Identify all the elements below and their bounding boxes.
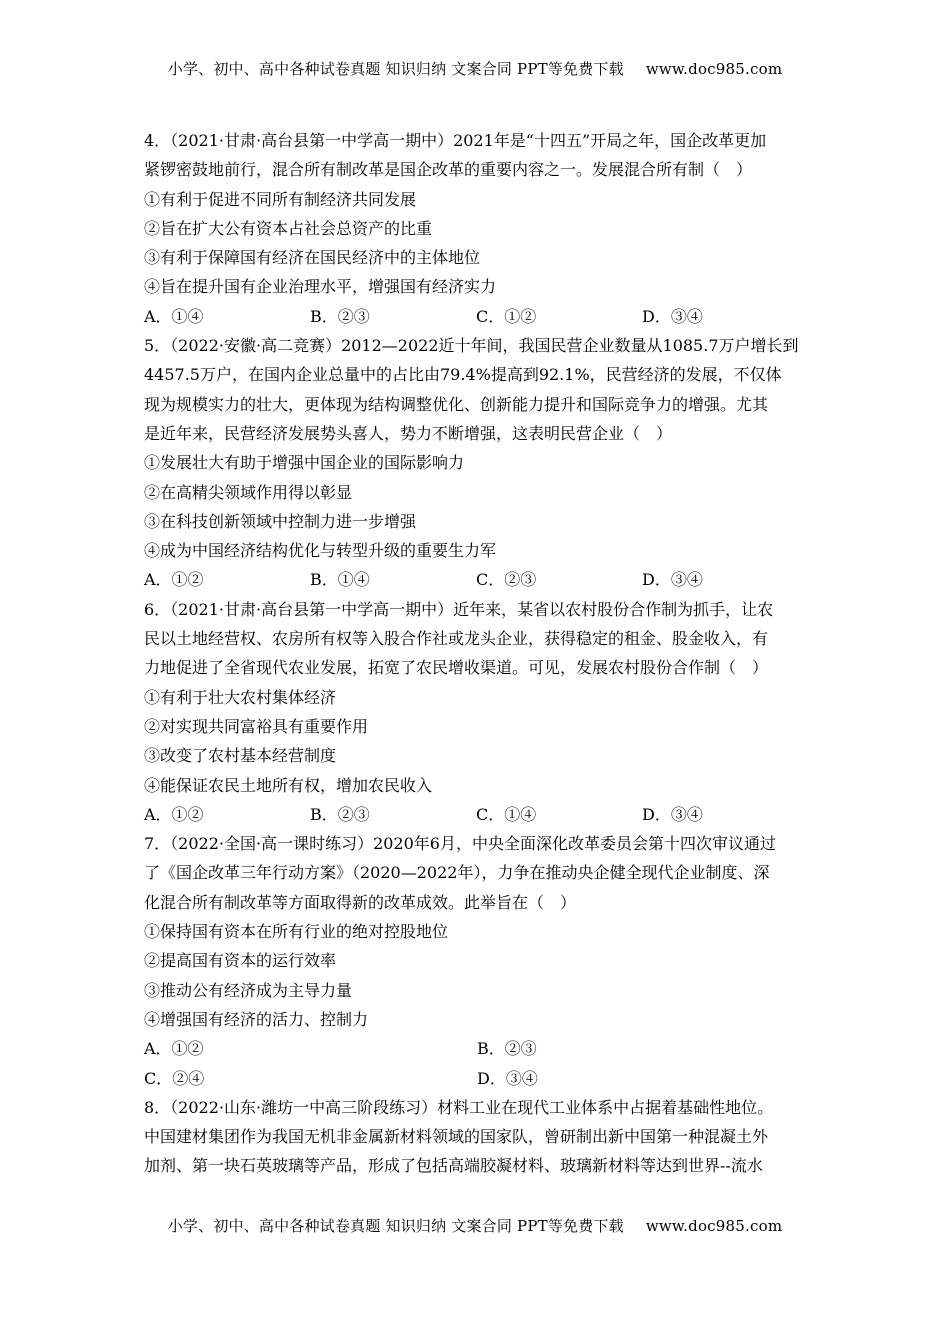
question-stem-line: 4．（2021·甘肃·高台县第一中学高一期中）2021年是“十四五”开局之年，国企改革更加 [144, 131, 767, 150]
question-stem-line: 紧锣密鼓地前行，混合所有制改革是国企改革的重要内容之一。发展混合所有制（ ） [144, 160, 753, 180]
statement-item: ②旨在扩大公有资本占社会总资产的比重 [144, 218, 433, 238]
statement-item: ④增强国有经济的活力、控制力 [144, 1009, 369, 1029]
answer-options [144, 302, 810, 331]
header-url: www.doc985.com [645, 60, 783, 78]
statement-item: ③改变了农村基本经营制度 [144, 746, 337, 766]
question-stem-line: 现为规模实力的壮大，更体现为结构调整优化、创新能力提升和国际竞争力的增强。尤其 [144, 394, 769, 414]
statement-item: ③有利于保障国有经济在国民经济中的主体地位 [144, 248, 481, 268]
header-text: 小学、初中、高中各种试卷真题 知识归纳 文案合同 PPT等免费下载 [167, 60, 624, 78]
option-a: A．①② [144, 804, 204, 824]
statement-item: ③推动公有经济成为主导力量 [144, 980, 353, 1000]
answer-options [144, 1064, 810, 1093]
option-c: C．②③ [476, 570, 537, 590]
statement-item: ④能保证农民土地所有权，增加农民收入 [144, 775, 433, 795]
question-8 [144, 1093, 810, 1181]
statement-item: ④成为中国经济结构优化与转型升级的重要生力军 [144, 541, 497, 561]
question-stem-line: 8．（2022·山东·潍坊一中高三阶段练习）材料工业在现代工业体系中占据着基础性地位。 [144, 1097, 774, 1117]
question-stem-line: 是近年来，民营经济发展势头喜人，势力不断增强，这表明民营企业（ ） [144, 423, 673, 443]
option-d: D．③④ [642, 804, 703, 824]
question-content [144, 126, 810, 1181]
question-stem-line: 中国建材集团作为我国无机非金属新材料领域的国家队，曾研制出新中国第一种混凝土外 [144, 1127, 769, 1147]
question-6 [144, 595, 810, 829]
option-d: D．③④ [642, 306, 703, 326]
answer-options [144, 1034, 810, 1063]
option-b: B．②③ [310, 306, 370, 326]
question-stem-line: 4457.5万户，在国内企业总量中的占比由79.4%提高到92.1%，民营经济的发展，不仅体 [144, 365, 782, 385]
question-stem-line: 加剂、第一块石英玻璃等产品，形成了包括高端胶凝材料、玻璃新材料等达到世界--流水 [144, 1156, 763, 1176]
option-b: B．①④ [310, 570, 370, 590]
question-4 [144, 126, 810, 331]
option-c: C．②④ [144, 1068, 205, 1088]
question-stem-line: 化混合所有制改革等方面取得新的改革成效。此举旨在（ ） [144, 892, 577, 912]
option-d: D．③④ [477, 1068, 538, 1088]
answer-options [144, 565, 810, 594]
question-stem-line: 力地促进了全省现代农业发展，拓宽了农民增收渠道。可见，发展农村股份合作制（ ） [144, 658, 769, 678]
footer-text: 小学、初中、高中各种试卷真题 知识归纳 文案合同 PPT等免费下载 [167, 1217, 624, 1235]
option-a: A．①② [144, 570, 204, 590]
question-stem-line: 了《国企改革三年行动方案》（2020—2022年），力争在推动央企健全现代企业制度、深 [144, 863, 770, 883]
option-b: B．②③ [310, 804, 370, 824]
statement-item: ④旨在提升国有企业治理水平，增强国有经济实力 [144, 277, 497, 297]
question-stem-line: 5．（2022·安徽·高二竞赛）2012—2022近十年间，我国民营企业数量从1085.7万户增长到 [144, 336, 799, 356]
statement-item: ①有利于壮大农村集体经济 [144, 687, 337, 707]
option-c: C．①② [476, 306, 537, 326]
page-header [0, 58, 950, 79]
statement-item: ②在高精尖领域作用得以彰显 [144, 482, 353, 502]
question-7 [144, 829, 810, 1093]
option-a: A．①② [144, 1039, 204, 1059]
option-c: C．①④ [476, 804, 537, 824]
question-stem-line: 民以土地经营权、农房所有权等入股合作社或龙头企业，获得稳定的租金、股金收入，有 [144, 629, 769, 649]
statement-item: ①发展壮大有助于增强中国企业的国际影响力 [144, 453, 465, 473]
statement-item: ②提高国有资本的运行效率 [144, 951, 337, 971]
statement-item: ②对实现共同富裕具有重要作用 [144, 716, 369, 736]
option-a: A．①④ [144, 306, 204, 326]
option-b: B．②③ [477, 1039, 537, 1059]
answer-options [144, 800, 810, 829]
footer-url: www.doc985.com [645, 1217, 783, 1235]
option-d: D．③④ [642, 570, 703, 590]
question-stem-line: 7．（2022·全国·高一课时练习）2020年6月，中央全面深化改革委员会第十四次审议通过 [144, 834, 776, 854]
question-stem-line: 6．（2021·甘肃·高台县第一中学高一期中）近年来，某省以农村股份合作制为抓手，让农 [144, 599, 774, 619]
statement-item: ①保持国有资本在所有行业的绝对控股地位 [144, 922, 449, 942]
question-5 [144, 331, 810, 595]
statement-item: ③在科技创新领域中控制力进一步增强 [144, 511, 417, 531]
page-footer [0, 1215, 950, 1236]
statement-item: ①有利于促进不同所有制经济共同发展 [144, 189, 417, 209]
